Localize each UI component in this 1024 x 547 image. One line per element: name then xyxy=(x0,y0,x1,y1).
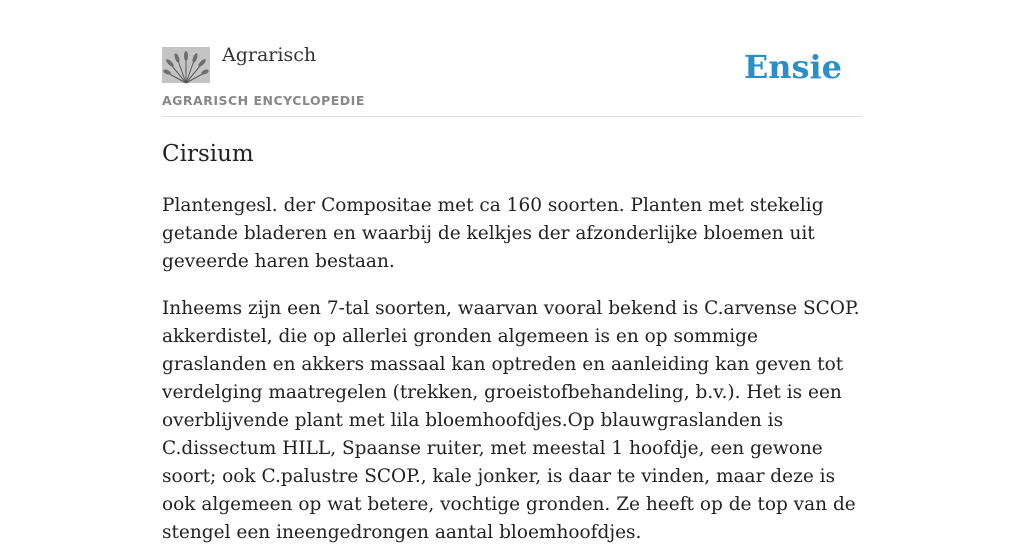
article xyxy=(162,138,864,547)
brand-logo[interactable]: Ensie xyxy=(743,48,842,86)
article-paragraph: Plantengesl. der Compositae met ca 160 soorten. Planten met stekelig getande bladeren en waarbij de kelkjes der afzonderlijke bloemen uit geveerde haren bestaan. xyxy=(162,195,824,272)
publication-subtitle[interactable]: AGRARISCH ENCYCLOPEDIE xyxy=(162,93,365,108)
wheat-icon[interactable] xyxy=(162,47,210,83)
article-title: Cirsium xyxy=(162,141,254,167)
page-header xyxy=(162,0,862,117)
publication-name[interactable]: Agrarisch xyxy=(222,44,317,66)
article-paragraph: Inheems zijn een 7-tal soorten, waarvan vooral bekend is C.arvense SCOP. akkerdistel, die op allerlei gronden algemeen is en op sommige graslanden en akkers massaal kan optreden en aanleiding kan geven tot verdelging maatregelen (trekken, groeistofbehandeling, b.v.). Het is een overblijvende plant met lila bloemhoofdjes.Op blauwgraslanden is C.dissectum HILL, Spaanse ruiter, met meestal 1 hoofdje, een gewone soort; ook C.palustre SCOP., kale jonker, is daar te vinden, maar deze is ook algemeen op wat betere, vochtige gronden. Ze heeft op de top van de stengel een ineengedrongen aantal bloemhoofdjes. xyxy=(162,298,860,543)
